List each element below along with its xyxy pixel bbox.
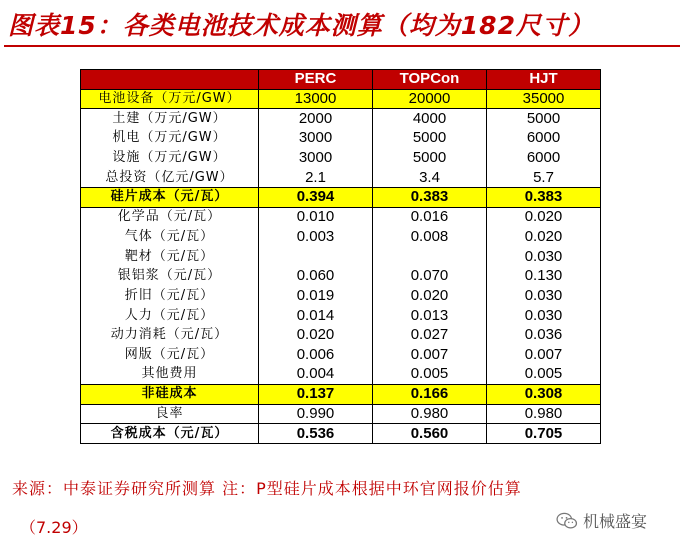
title-divider xyxy=(4,45,680,47)
header-hjt: HJT xyxy=(487,70,601,90)
cell-topcon: 0.560 xyxy=(373,424,487,444)
cell-topcon: 20000 xyxy=(373,89,487,109)
row-label: 折旧（元/瓦） xyxy=(81,286,259,306)
cell-hjt: 35000 xyxy=(487,89,601,109)
table-row xyxy=(81,188,601,208)
row-label: 硅片成本（元/瓦） xyxy=(81,188,259,208)
cell-hjt: 0.020 xyxy=(487,207,601,227)
row-label: 银铝浆（元/瓦） xyxy=(81,266,259,286)
header-corner xyxy=(81,70,259,90)
cell-perc: 0.003 xyxy=(259,227,373,247)
row-label: 土建（万元/GW） xyxy=(81,109,259,129)
table-row xyxy=(81,266,601,286)
cell-perc: 2000 xyxy=(259,109,373,129)
cell-topcon: 0.383 xyxy=(373,188,487,208)
figure-title-bar xyxy=(0,0,684,46)
table-row xyxy=(81,365,601,385)
date-note: （7.29） xyxy=(20,518,88,537)
table-row xyxy=(81,109,601,129)
cell-topcon: 0.166 xyxy=(373,385,487,405)
cell-hjt: 5.7 xyxy=(487,168,601,188)
row-label: 动力消耗（元/瓦） xyxy=(81,325,259,345)
table-header-row xyxy=(81,70,601,90)
cell-hjt: 0.036 xyxy=(487,325,601,345)
cell-hjt: 0.980 xyxy=(487,404,601,424)
row-label: 含税成本（元/瓦） xyxy=(81,424,259,444)
cell-perc: 0.010 xyxy=(259,207,373,227)
row-label: 设施（万元/GW） xyxy=(81,148,259,168)
cell-perc: 0.060 xyxy=(259,266,373,286)
cell-topcon: 4000 xyxy=(373,109,487,129)
cell-hjt: 6000 xyxy=(487,148,601,168)
table-row xyxy=(81,148,601,168)
table-row xyxy=(81,325,601,345)
cell-perc xyxy=(259,247,373,267)
cell-hjt: 0.005 xyxy=(487,365,601,385)
cell-hjt: 5000 xyxy=(487,109,601,129)
row-label: 人力（元/瓦） xyxy=(81,306,259,326)
row-label: 机电（万元/GW） xyxy=(81,129,259,149)
cell-topcon: 0.020 xyxy=(373,286,487,306)
cell-perc: 0.014 xyxy=(259,306,373,326)
row-label: 非硅成本 xyxy=(81,385,259,405)
cell-topcon: 0.008 xyxy=(373,227,487,247)
cell-topcon: 0.980 xyxy=(373,404,487,424)
row-label: 气体（元/瓦） xyxy=(81,227,259,247)
table-row xyxy=(81,286,601,306)
cell-topcon: 0.005 xyxy=(373,365,487,385)
figure-title: 图表15：各类电池技术成本测算（均为182尺寸） xyxy=(8,11,594,40)
row-label: 化学品（元/瓦） xyxy=(81,207,259,227)
row-label: 良率 xyxy=(81,404,259,424)
table-row xyxy=(81,207,601,227)
table-row xyxy=(81,247,601,267)
cell-hjt: 0.030 xyxy=(487,247,601,267)
cell-perc: 3000 xyxy=(259,148,373,168)
row-label: 其他费用 xyxy=(81,365,259,385)
cell-topcon: 0.016 xyxy=(373,207,487,227)
table-row xyxy=(81,306,601,326)
cell-topcon: 5000 xyxy=(373,129,487,149)
cell-hjt: 0.383 xyxy=(487,188,601,208)
cell-topcon: 0.007 xyxy=(373,345,487,365)
cell-hjt: 0.007 xyxy=(487,345,601,365)
cell-hjt: 0.030 xyxy=(487,286,601,306)
cell-perc: 13000 xyxy=(259,89,373,109)
cost-table xyxy=(80,69,601,444)
table-row xyxy=(81,89,601,109)
cell-perc: 0.394 xyxy=(259,188,373,208)
row-label: 靶材（元/瓦） xyxy=(81,247,259,267)
cell-hjt: 0.030 xyxy=(487,306,601,326)
cell-topcon: 5000 xyxy=(373,148,487,168)
cell-perc: 0.004 xyxy=(259,365,373,385)
cell-perc: 0.019 xyxy=(259,286,373,306)
cell-topcon: 0.013 xyxy=(373,306,487,326)
table-row xyxy=(81,345,601,365)
cell-topcon: 0.027 xyxy=(373,325,487,345)
cell-perc: 0.137 xyxy=(259,385,373,405)
cell-topcon xyxy=(373,247,487,267)
row-label: 总投资（亿元/GW） xyxy=(81,168,259,188)
cell-hjt: 0.308 xyxy=(487,385,601,405)
table-row xyxy=(81,385,601,405)
cell-perc: 0.020 xyxy=(259,325,373,345)
header-topcon: TOPCon xyxy=(373,70,487,90)
cell-perc: 2.1 xyxy=(259,168,373,188)
wechat-icon xyxy=(556,512,578,530)
cell-topcon: 0.070 xyxy=(373,266,487,286)
header-perc: PERC xyxy=(259,70,373,90)
cell-perc: 0.990 xyxy=(259,404,373,424)
watermark xyxy=(556,509,647,532)
table-row xyxy=(81,168,601,188)
cell-hjt: 0.130 xyxy=(487,266,601,286)
table-row xyxy=(81,129,601,149)
watermark-text: 机械盛宴 xyxy=(583,512,648,531)
cell-hjt: 0.020 xyxy=(487,227,601,247)
row-label: 网版（元/瓦） xyxy=(81,345,259,365)
cell-perc: 0.536 xyxy=(259,424,373,444)
row-label: 电池设备（万元/GW） xyxy=(81,89,259,109)
cell-perc: 0.006 xyxy=(259,345,373,365)
source-note: 来源：中泰证券研究所测算 注：P型硅片成本根据中环官网报价估算 xyxy=(12,479,522,498)
table-row xyxy=(81,424,601,444)
cell-topcon: 3.4 xyxy=(373,168,487,188)
cell-hjt: 0.705 xyxy=(487,424,601,444)
cell-hjt: 6000 xyxy=(487,129,601,149)
table-row xyxy=(81,227,601,247)
table-row xyxy=(81,404,601,424)
cell-perc: 3000 xyxy=(259,129,373,149)
